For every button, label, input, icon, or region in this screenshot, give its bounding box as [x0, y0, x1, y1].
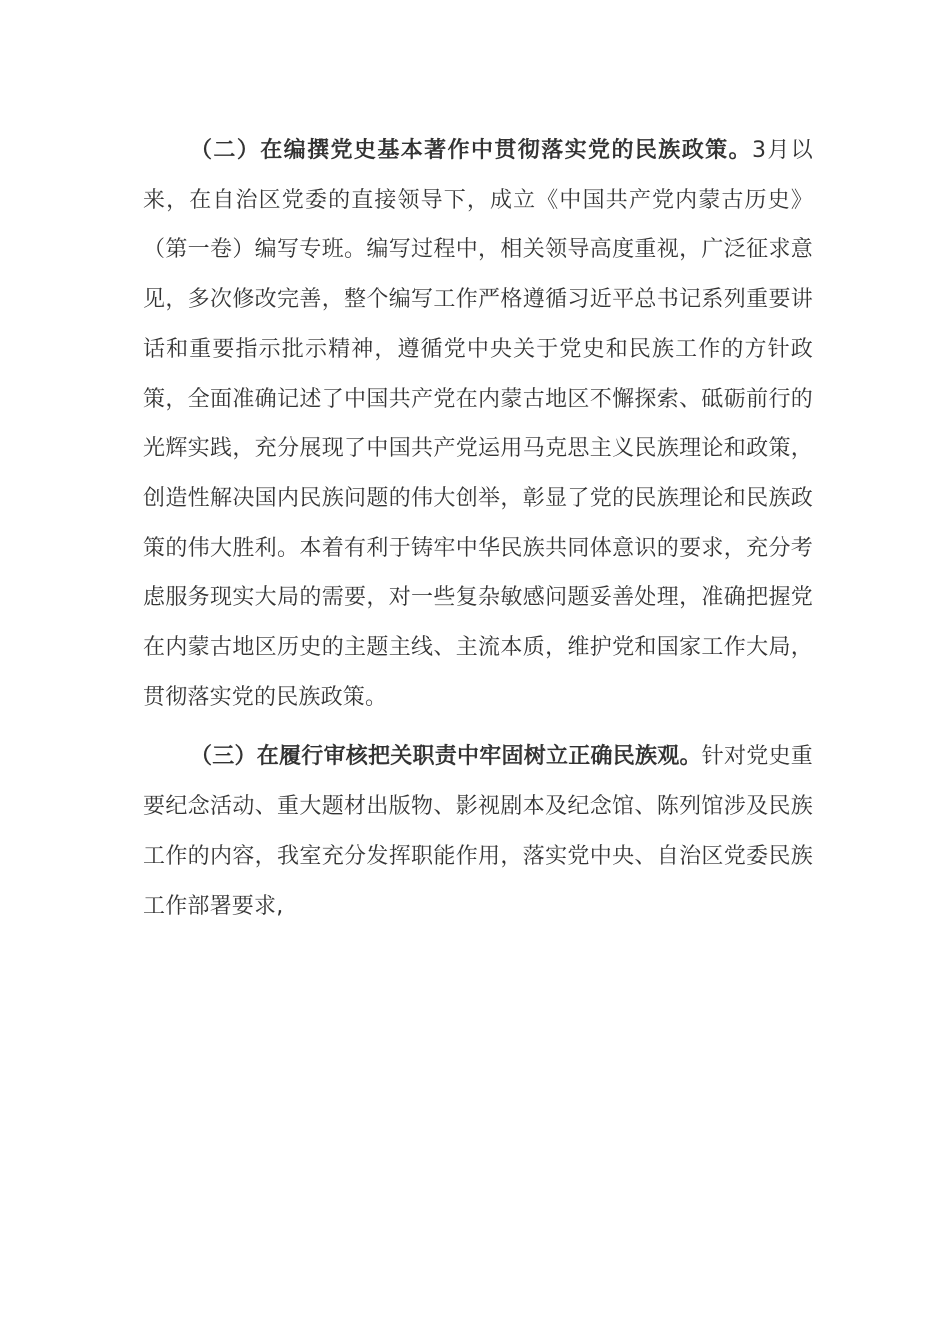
paragraph-heading: （二）在编撰党史基本著作中贯彻落实党的民族政策。 — [190, 138, 752, 163]
paragraph-text: 针对党史重要纪念活动、重大题材出版物、影视剧本及纪念馆、陈列馆涉及民族工作的内容，我室充分发挥职能作用，落实党中央、自治区党委民族工作部署要求, — [143, 744, 813, 919]
paragraph-text: 3月以来，在自治区党委的直接领导下，成立《中国共产党内蒙古历史》（第一卷）编写专班。编写过程中，相关领导高度重视，广泛征求意见，多次修改完善，整个编写工作严格遵循习近平总书记系列重要讲话和重要指示批示精神，遵循党中央关于党史和民族工作的方针政策，全面准确记述了中国共产党在内蒙古地区不懈探索、砥砺前行的光辉实践，充分展现了中国共产党运用马克思主义民族理论和政策，创造性解决国内民族问题的伟大创举，彰显了党的民族理论和民族政策的伟大胜利。本着有利于铸牢中华民族共同体意识的要求，充分考虑服务现实大局的需要，对一些复杂敏感问题妥善处理，准确把握党在内蒙古地区历史的主题主线、主流本质，维护党和国家工作大局，贯彻落实党的民族政策。 — [143, 138, 813, 710]
paragraph-heading: （三）在履行审核把关职责中牢固树立正确民族观。 — [190, 744, 702, 770]
paragraph-2 — [143, 126, 813, 722]
document-body — [143, 126, 813, 931]
paragraph-3 — [143, 732, 813, 931]
